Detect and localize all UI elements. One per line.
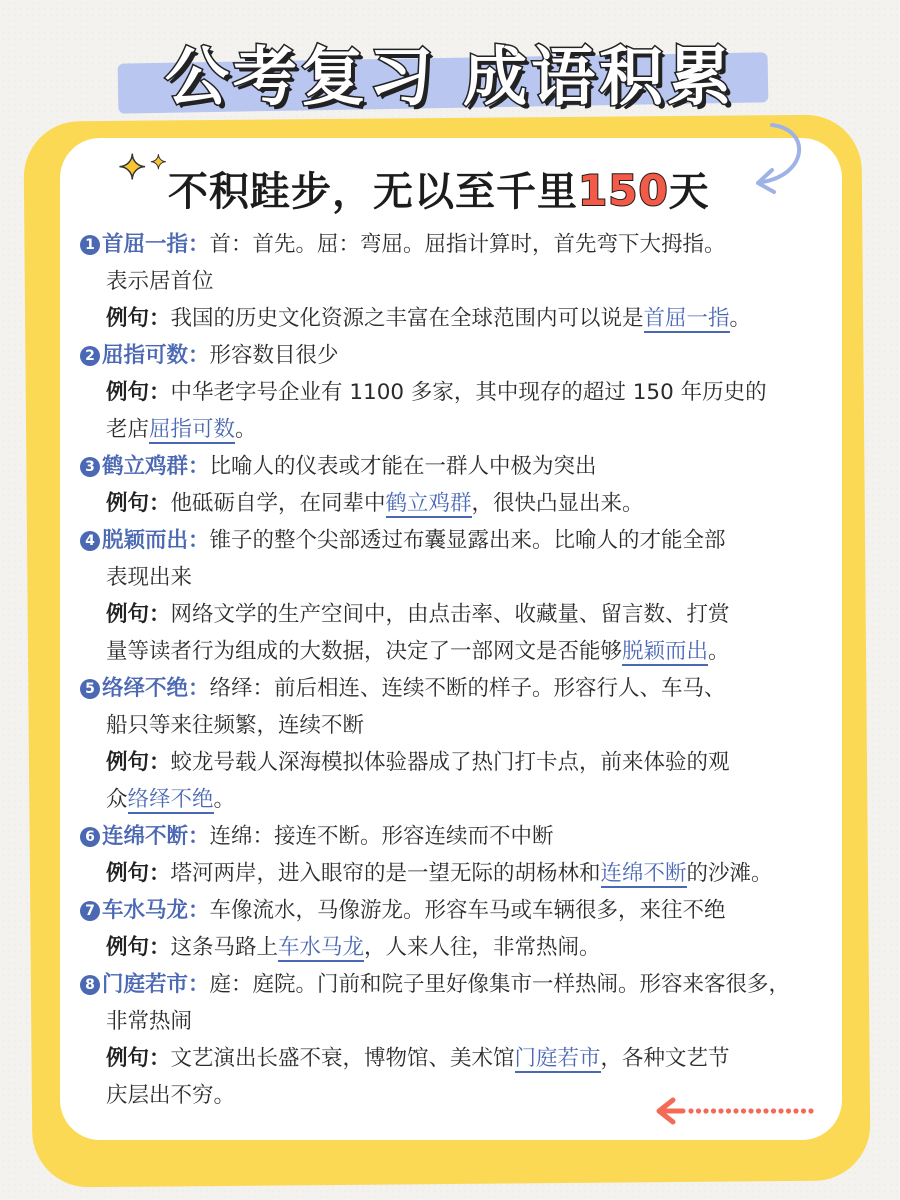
idiom-term: 屈指可数： bbox=[102, 343, 210, 368]
arrow-dot bbox=[793, 1108, 798, 1113]
example-text: 量等读者行为组成的大数据，决定了一部网文是否能够 bbox=[106, 639, 623, 664]
page-title: 公考复习 成语积累 bbox=[164, 41, 736, 115]
idiom-term: 鹤立鸡群： bbox=[102, 454, 210, 479]
idiom-entry bbox=[80, 966, 828, 1114]
term-line bbox=[80, 448, 828, 485]
curl-arrow-icon bbox=[742, 120, 812, 200]
idiom-highlight: 车水马龙 bbox=[278, 935, 365, 960]
idiom-highlight: 首屈一指 bbox=[643, 306, 730, 331]
arrow-dot bbox=[808, 1108, 813, 1113]
idiom-highlight: 鹤立鸡群 bbox=[385, 491, 472, 516]
example-text: 我国的历史文化资源之丰富在全球范围内可以说是 bbox=[170, 306, 644, 331]
definition-continuation bbox=[80, 559, 828, 596]
example-text-after: 。 bbox=[708, 639, 730, 664]
idiom-entry bbox=[80, 337, 828, 448]
definition-text: 表示居首位 bbox=[106, 269, 214, 294]
example-line bbox=[80, 929, 828, 966]
idiom-entry bbox=[80, 818, 828, 892]
arrow-dot bbox=[741, 1108, 746, 1113]
definition-continuation bbox=[80, 1003, 828, 1040]
example-label: 例句： bbox=[106, 750, 171, 775]
arrow-dot bbox=[771, 1108, 776, 1113]
subtitle bbox=[168, 160, 710, 217]
example-line bbox=[80, 781, 828, 818]
example-text: 塔河两岸，进入眼帘的是一望无际的胡杨林和 bbox=[170, 861, 601, 886]
arrow-dot bbox=[801, 1108, 806, 1113]
example-line bbox=[80, 411, 828, 448]
idiom-entry bbox=[80, 670, 828, 818]
example-text-after: ，各种文艺节 bbox=[600, 1046, 730, 1071]
definition-text: 车像流水，马像游龙。形容车马或车辆很多，来往不绝 bbox=[209, 898, 726, 923]
arrow-dot bbox=[778, 1108, 783, 1113]
day-count: 150 bbox=[578, 166, 669, 215]
definition-text: 表现出来 bbox=[106, 565, 193, 590]
number-badge: 8 bbox=[80, 975, 100, 995]
example-label: 例句： bbox=[106, 1046, 171, 1071]
example-text: 众 bbox=[106, 787, 128, 812]
definition-text: 锥子的整个尖部透过布囊显露出来。比喻人的才能全部 bbox=[209, 528, 726, 553]
example-line bbox=[80, 300, 828, 337]
idiom-term: 脱颖而出： bbox=[102, 528, 210, 553]
example-line bbox=[80, 633, 828, 670]
arrow-dot bbox=[733, 1108, 738, 1113]
idiom-term: 车水马龙： bbox=[102, 898, 210, 923]
arrow-dot bbox=[703, 1108, 708, 1113]
term-line bbox=[80, 670, 828, 707]
number-badge: 6 bbox=[80, 827, 100, 847]
idiom-entry bbox=[80, 522, 828, 670]
sparkle-icon: ✦ bbox=[118, 148, 147, 188]
definition-text: 庭：庭院。门前和院子里好像集市一样热闹。形容来客很多， bbox=[209, 972, 791, 997]
example-text-after: 。 bbox=[213, 787, 236, 812]
arrow-dot bbox=[763, 1108, 768, 1113]
arrow-dot bbox=[786, 1108, 791, 1113]
idiom-highlight: 门庭若市 bbox=[514, 1046, 601, 1071]
example-line bbox=[80, 855, 828, 892]
example-label: 例句： bbox=[106, 491, 171, 516]
sparkle-small-icon: ✦ bbox=[150, 150, 167, 174]
subtitle-suffix: 天 bbox=[668, 169, 710, 215]
term-line bbox=[80, 892, 828, 929]
number-badge: 2 bbox=[80, 346, 100, 366]
example-text-after: 。 bbox=[235, 417, 257, 442]
number-badge: 7 bbox=[80, 901, 100, 921]
arrow-dot bbox=[748, 1108, 753, 1113]
idiom-entry bbox=[80, 448, 828, 522]
idiom-highlight: 络绎不绝 bbox=[127, 787, 214, 812]
arrow-dot bbox=[696, 1108, 701, 1113]
example-text: 老店 bbox=[106, 417, 150, 442]
idiom-term: 连绵不断： bbox=[102, 824, 210, 849]
definition-text: 络绎：前后相连、连续不断的样子。形容行人、车马、 bbox=[209, 676, 726, 701]
definition-text: 非常热闹 bbox=[106, 1009, 193, 1034]
example-text: 这条马路上 bbox=[170, 935, 279, 960]
example-text-after: ，很快凸显出来。 bbox=[471, 491, 644, 516]
term-line bbox=[80, 818, 828, 855]
example-line bbox=[80, 485, 828, 522]
number-badge: 1 bbox=[80, 235, 100, 255]
definition-text: 连绵：接连不断。形容连续而不中断 bbox=[209, 824, 554, 849]
example-text: 中华老字号企业有 1100 多家，其中现存的超过 150 年历史的 bbox=[170, 380, 767, 405]
term-line bbox=[80, 966, 828, 1003]
arrow-dot bbox=[711, 1108, 716, 1113]
example-label: 例句： bbox=[106, 306, 171, 331]
definition-text: 船只等来往频繁，连续不断 bbox=[106, 713, 365, 738]
example-label: 例句： bbox=[106, 602, 171, 627]
example-text: 蛟龙号载人深海模拟体验器成了热门打卡点，前来体验的观 bbox=[170, 750, 730, 775]
idiom-highlight: 屈指可数 bbox=[149, 417, 236, 442]
example-text-after: ，人来人往，非常热闹。 bbox=[364, 935, 601, 960]
definition-text: 比喻人的仪表或才能在一群人中极为突出 bbox=[209, 454, 597, 479]
example-label: 例句： bbox=[106, 935, 171, 960]
arrow-dot bbox=[718, 1108, 723, 1113]
example-line bbox=[80, 374, 828, 411]
definition-continuation bbox=[80, 707, 828, 744]
example-line bbox=[80, 596, 828, 633]
idiom-highlight: 连绵不断 bbox=[600, 861, 687, 886]
dotted-arrow-icon bbox=[655, 1096, 820, 1126]
idiom-entry bbox=[80, 892, 828, 966]
example-text-after: 。 bbox=[729, 306, 752, 331]
idiom-term: 首屈一指： bbox=[102, 232, 210, 257]
example-text: 庆层出不穷。 bbox=[106, 1083, 236, 1108]
example-line bbox=[80, 744, 828, 781]
number-badge: 3 bbox=[80, 457, 100, 477]
example-text: 文艺演出长盛不衰，博物馆、美术馆 bbox=[170, 1046, 515, 1071]
definition-continuation bbox=[80, 263, 828, 300]
idiom-entry bbox=[80, 226, 828, 337]
example-line bbox=[80, 1040, 828, 1077]
arrow-dot bbox=[756, 1108, 761, 1113]
example-text: 他砥砺自学，在同辈中 bbox=[170, 491, 386, 516]
arrow-dot bbox=[688, 1108, 693, 1113]
example-text-after: 的沙滩。 bbox=[686, 861, 773, 886]
term-line bbox=[80, 226, 828, 263]
term-line bbox=[80, 337, 828, 374]
definition-text: 首：首先。屈：弯屈。屈指计算时，首先弯下大拇指。 bbox=[209, 232, 726, 257]
idiom-term: 门庭若市： bbox=[102, 972, 210, 997]
example-text: 网络文学的生产空间中，由点击率、收藏量、留言数、打赏 bbox=[170, 602, 730, 627]
subtitle-text: 不积跬步，无以至千里 bbox=[168, 169, 578, 215]
idiom-highlight: 脱颖而出 bbox=[622, 639, 709, 664]
arrow-dot bbox=[726, 1108, 731, 1113]
example-label: 例句： bbox=[106, 861, 171, 886]
idiom-list bbox=[80, 226, 828, 1114]
number-badge: 4 bbox=[80, 531, 100, 551]
idiom-term: 络绎不绝： bbox=[102, 676, 210, 701]
number-badge: 5 bbox=[80, 679, 100, 699]
example-label: 例句： bbox=[106, 380, 171, 405]
definition-text: 形容数目很少 bbox=[209, 343, 339, 368]
term-line bbox=[80, 522, 828, 559]
